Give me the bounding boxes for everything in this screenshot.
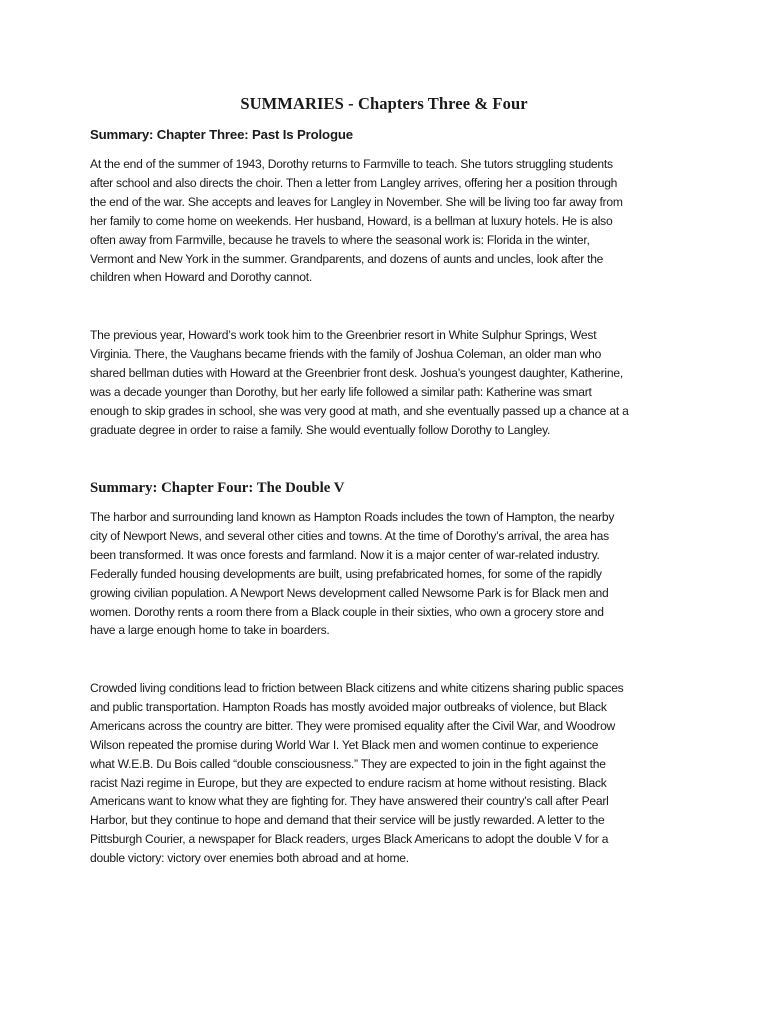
chapter-three-paragraph-2 — [90, 326, 680, 439]
text-line: women. Dorothy rents a room there from a Black couple in their sixties, who own a grocery store and — [90, 604, 604, 619]
document-title: SUMMARIES - Chapters Three & Four — [240, 94, 528, 113]
text-line: shared bellman duties with Howard at the Greenbrier front desk. Joshua’s youngest daughter, Katherine, — [90, 365, 623, 380]
text-line: city of Newport News, and several other cities and towns. At the time of Dorothy’s arrival, the area has — [90, 528, 609, 543]
text-line: Harbor, but they continue to hope and demand that their service will be justly rewarded. A letter to the — [90, 813, 605, 828]
text-line: racist Nazi regime in Europe, but they are expected to endure racism at home without resisting. Black — [90, 775, 607, 790]
text-line: often away from Farmville, because he travels to where the seasonal work is: Florida in the winter, — [90, 232, 590, 247]
text-line: Vermont and New York in the summer. Grandparents, and dozens of aunts and uncles, look after the — [90, 251, 604, 266]
text-line: and public transportation. Hampton Roads has mostly avoided major outbreaks of violence, but Black — [90, 699, 607, 714]
chapter-four-heading: Summary: Chapter Four: The Double V — [90, 480, 345, 496]
text-line: graduate degree in order to raise a family. She would eventually follow Dorothy to Langley. — [90, 422, 551, 437]
text-line: was a decade younger than Dorothy, but her early life followed a similar path: Katherine was smart — [90, 384, 592, 399]
text-line: been transformed. It was once forests and farmland. Now it is a major center of war-related industry. — [90, 547, 600, 562]
text-line: Pittsburgh Courier, a newspaper for Black readers, urges Black Americans to adopt the double V for a — [90, 832, 609, 847]
text-line: enough to skip grades in school, she was very good at math, and she eventually passed up a chance at a — [90, 403, 629, 418]
text-line: Virginia. There, the Vaughans became friends with the family of Joshua Coleman, an older man who — [90, 346, 602, 361]
chapter-three-heading: Summary: Chapter Three: Past Is Prologue — [90, 127, 353, 142]
text-line: her family to come home on weekends. Her husband, Howard, is a bellman at luxury hotels. He is also — [90, 213, 613, 228]
text-line: after school and also directs the choir. Then a letter from Langley arrives, offering her a position through — [90, 175, 618, 190]
text-line: double victory: victory over enemies both abroad and at home. — [90, 851, 409, 866]
text-line: growing civilian population. A Newport News development called Newsome Park is for Black men and — [90, 585, 609, 600]
text-line: The previous year, Howard’s work took him to the Greenbrier resort in White Sulphur Springs, West — [90, 328, 597, 342]
text-line: children when Howard and Dorothy cannot. — [90, 270, 312, 285]
text-line: Americans want to know what they are fighting for. They have answered their country’s call after Pearl — [90, 794, 609, 809]
text-line: the end of the war. She accepts and leaves for Langley in November. She will be living too far away from — [90, 194, 623, 209]
text-line: Federally funded housing developments are built, using prefabricated homes, for some of the rapidly — [90, 566, 602, 581]
chapter-four-paragraph-1 — [90, 508, 680, 640]
text-line: what W.E.B. Du Bois called “double consciousness.” They are expected to join in the fight against the — [90, 756, 606, 771]
chapter-four-paragraph-2 — [90, 679, 680, 868]
text-line: Crowded living conditions lead to friction between Black citizens and white citizens sharing public spaces — [90, 681, 624, 695]
text-line: Americans across the country are bitter. They were promised equality after the Civil War, and Woodrow — [90, 718, 616, 733]
text-line: have a large enough home to take in boarders. — [90, 623, 330, 638]
chapter-three-paragraph-1 — [90, 155, 680, 287]
text-line: Wilson repeated the promise during World War I. Yet Black men and women continue to experience — [90, 737, 599, 752]
text-line: The harbor and surrounding land known as Hampton Roads includes the town of Hampton, the nearby — [90, 510, 615, 524]
text-line: At the end of the summer of 1943, Dorothy returns to Farmville to teach. She tutors struggling students — [90, 157, 613, 171]
